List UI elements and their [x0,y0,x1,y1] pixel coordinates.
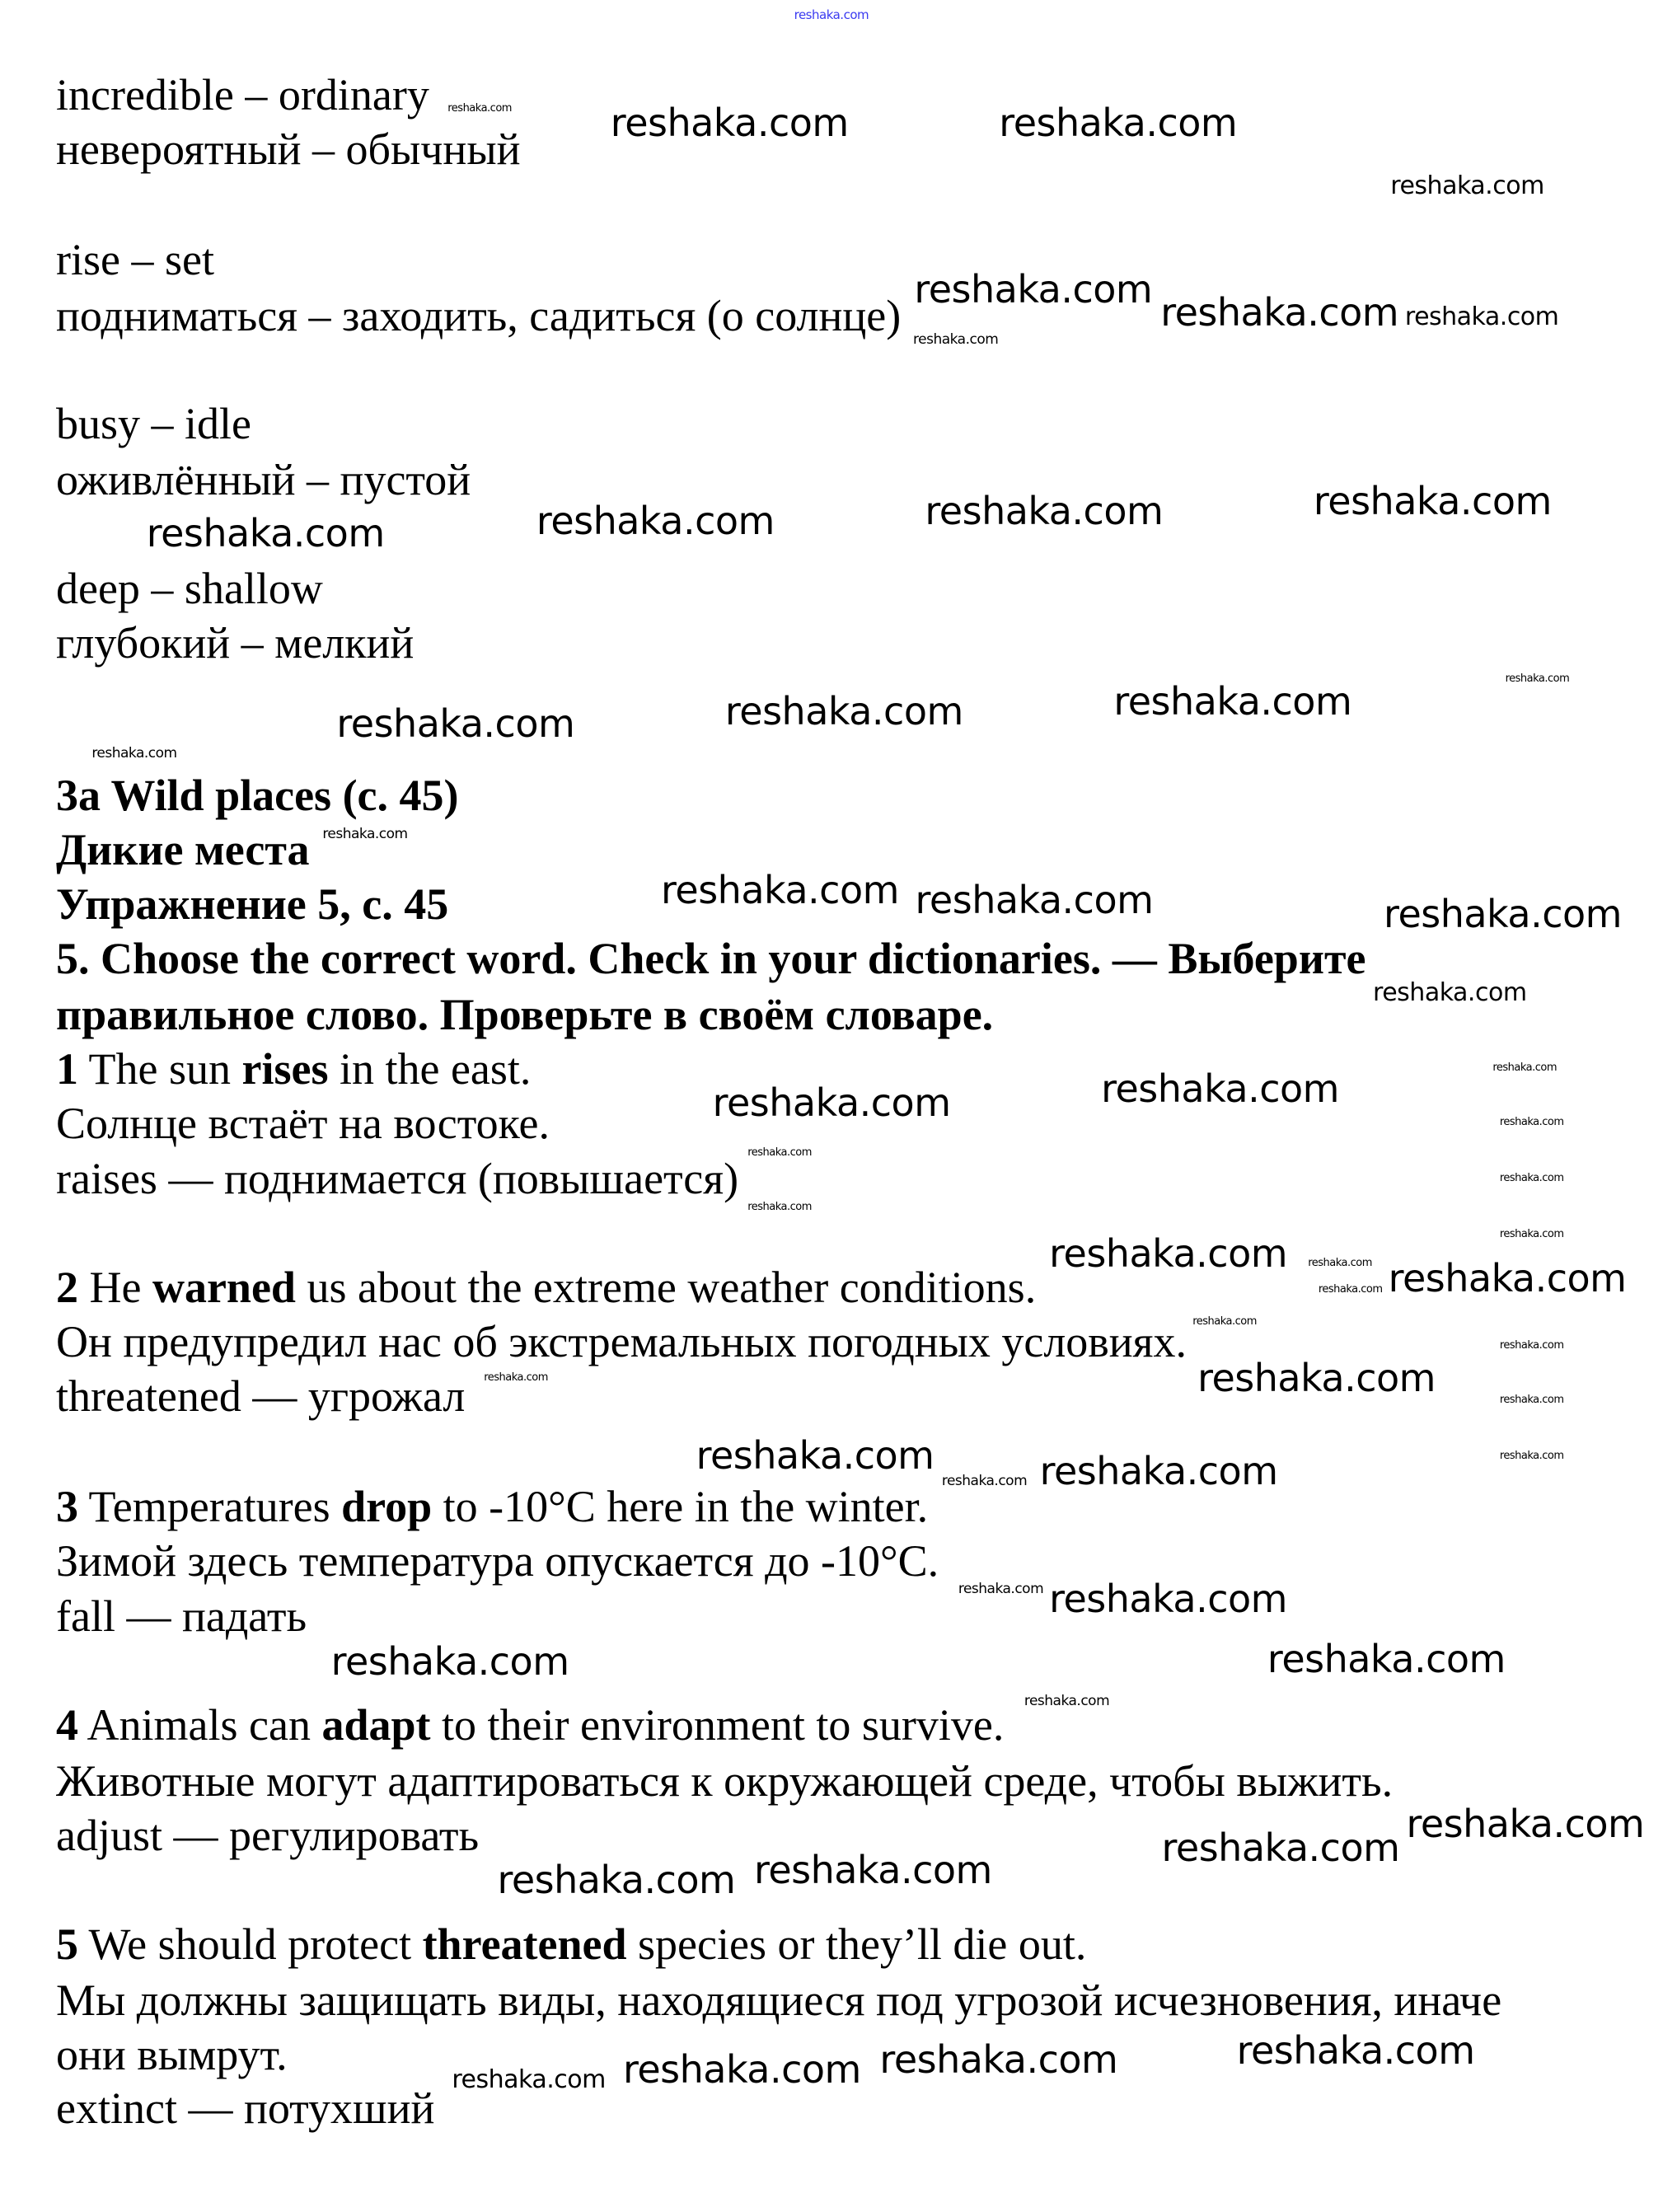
bold-text: 5. Choose the correct word. Check in your dictionaries. — Выберите [56,934,1366,983]
watermark: reshaka.com [1373,977,1527,1007]
exercise-line [56,1369,465,1423]
watermark: reshaka.com [913,330,999,348]
bold-text: Дикие места [56,825,310,874]
watermark: reshaka.com [622,2047,861,2092]
watermark: reshaka.com [1161,1825,1400,1870]
watermark: reshaka.com [1318,1283,1383,1296]
watermark: reshaka.com [1499,1339,1564,1352]
watermark: reshaka.com [1049,1230,1288,1276]
text: busy – idle [56,399,251,448]
watermark: reshaka.com [712,1080,951,1125]
watermark: reshaka.com [753,1847,992,1892]
exercise-line [56,1096,550,1151]
watermark: reshaka.com [1499,1115,1564,1128]
bold-text: 2 [56,1263,78,1312]
watermark: reshaka.com [1492,1061,1558,1074]
word-pair-line [56,396,251,451]
exercise-line [56,1698,1004,1752]
text: невероятный – обычный [56,124,521,174]
watermark: reshaka.com [747,1146,812,1160]
watermark: reshaka.com [1499,1171,1564,1184]
bold-text: 3a Wild places (c. 45) [56,771,459,820]
exercise-line [56,1917,1086,1971]
watermark: reshaka.com [1113,678,1352,724]
text: fall — падать [56,1591,307,1641]
watermark: reshaka.com [452,2065,606,2095]
watermark: reshaka.com [1049,1576,1287,1621]
text: He [78,1263,152,1312]
exercise-line [56,1754,1393,1808]
text: threatened — угрожал [56,1371,466,1421]
watermark: reshaka.com [958,1580,1044,1597]
text: оживлённый – пустой [56,455,471,504]
exercise-line [56,1151,738,1206]
watermark: reshaka.com [330,1639,569,1685]
text: extinct — потухший [56,2083,435,2133]
watermark: reshaka.com [1236,2028,1475,2074]
text: глубокий – мелкий [56,618,415,668]
exercise-line [56,1260,1036,1315]
heading-line [56,822,310,877]
watermark: reshaka.com [1384,891,1622,936]
exercise-line [56,2027,288,2082]
watermark: reshaka.com [696,1432,935,1478]
watermark: reshaka.com [999,100,1238,145]
bold-text: drop [341,1482,433,1531]
text: Temperatures [78,1482,342,1531]
exercise-line [56,1534,939,1588]
text: rise – set [56,235,214,284]
heading-line [56,877,448,931]
text: Мы должны защищать виды, находящиеся под угрозой исчезновения, иначе [56,1975,1502,2025]
watermark: reshaka.com [1388,1256,1627,1301]
text: to -10°C here in the winter. [432,1482,929,1531]
bold-text: 3 [56,1482,78,1531]
watermark: reshaka.com [1039,1449,1278,1494]
watermark: reshaka.com [1505,673,1570,686]
bold-text: Упражнение 5, с. 45 [56,879,449,929]
text: incredible – ordinary [56,70,429,120]
watermark: reshaka.com [484,1371,548,1385]
watermark: reshaka.com [610,100,849,145]
word-pair-line [56,288,901,343]
watermark: reshaka.com [1101,1066,1339,1111]
bold-text: 4 [56,1700,78,1750]
heading-line [56,931,1365,986]
text: подниматься – заходить, садиться (о солнце) [56,291,902,340]
heading-line [56,768,459,822]
watermark: reshaka.com [914,266,1153,312]
watermark: reshaka.com [146,511,385,556]
watermark: reshaka.com [724,688,963,733]
text: Зимой здесь температура опускается до -10°C. [56,1536,939,1586]
bold-text: правильное слово. Проверьте в своём словаре. [56,990,994,1039]
watermark: reshaka.com [322,826,408,842]
word-pair-line [56,616,414,670]
text: deep – shallow [56,564,323,613]
word-pair-line [56,452,471,507]
watermark: reshaka.com [1160,290,1399,335]
bold-text: 5 [56,1919,78,1969]
watermark: reshaka.com [336,701,575,747]
watermark: reshaka.com [1499,1450,1564,1463]
watermark: reshaka.com [879,2037,1118,2083]
watermark: reshaka.com [1390,171,1544,201]
exercise-line [56,1973,1501,2027]
bold-text: rises [241,1044,329,1094]
text: in the east. [328,1044,532,1094]
bold-text: 1 [56,1044,78,1094]
watermark: reshaka.com [1499,1227,1564,1240]
text: The sun [78,1044,242,1094]
text: Animals can [78,1700,322,1750]
watermark: reshaka.com [1313,479,1552,524]
exercise-line [56,2081,434,2135]
text: Солнце встаёт на востоке. [56,1099,550,1148]
exercise-line [56,1479,928,1534]
watermark: reshaka.com [941,1473,1028,1490]
bold-text: adapt [321,1700,431,1750]
exercise-line [56,1808,479,1863]
text: adjust — регулировать [56,1811,480,1860]
text: We should protect [78,1919,423,1969]
text: они вымрут. [56,2030,288,2079]
watermark: reshaka.com [1406,1801,1645,1846]
watermark: reshaka.com [794,7,869,22]
watermark: reshaka.com [915,877,1154,922]
watermark: reshaka.com [747,1201,812,1214]
text: us about the extreme weather conditions. [295,1263,1037,1312]
watermark: reshaka.com [1308,1257,1372,1270]
word-pair-line [56,561,323,616]
word-pair-line [56,68,429,122]
exercise-line [56,1042,531,1096]
exercise-line [56,1589,307,1643]
word-pair-line [56,122,521,176]
watermark: reshaka.com [447,102,512,115]
text: to their environment to survive. [430,1700,1005,1750]
heading-line [56,987,993,1042]
exercise-line [56,1315,1187,1369]
text: Он предупредил нас об экстремальных погодных условиях. [56,1317,1187,1366]
text: species or they’ll die out. [626,1919,1087,1969]
watermark: reshaka.com [661,867,899,912]
bold-text: threatened [422,1919,627,1969]
watermark: reshaka.com [1192,1315,1257,1329]
word-pair-line [56,232,214,287]
watermark: reshaka.com [536,499,775,544]
text: raises — поднимается (повышается) [56,1154,739,1203]
watermark: reshaka.com [1404,302,1559,332]
watermark: reshaka.com [497,1857,736,1902]
bold-text: warned [152,1263,296,1312]
watermark: reshaka.com [1267,1636,1506,1681]
watermark: reshaka.com [1024,1692,1110,1709]
watermark: reshaka.com [925,489,1164,534]
text: Животные могут адаптироваться к окружающей среде, чтобы выжить. [56,1756,1394,1806]
watermark: reshaka.com [1499,1394,1564,1407]
watermark: reshaka.com [1197,1355,1436,1400]
watermark: reshaka.com [91,744,177,762]
